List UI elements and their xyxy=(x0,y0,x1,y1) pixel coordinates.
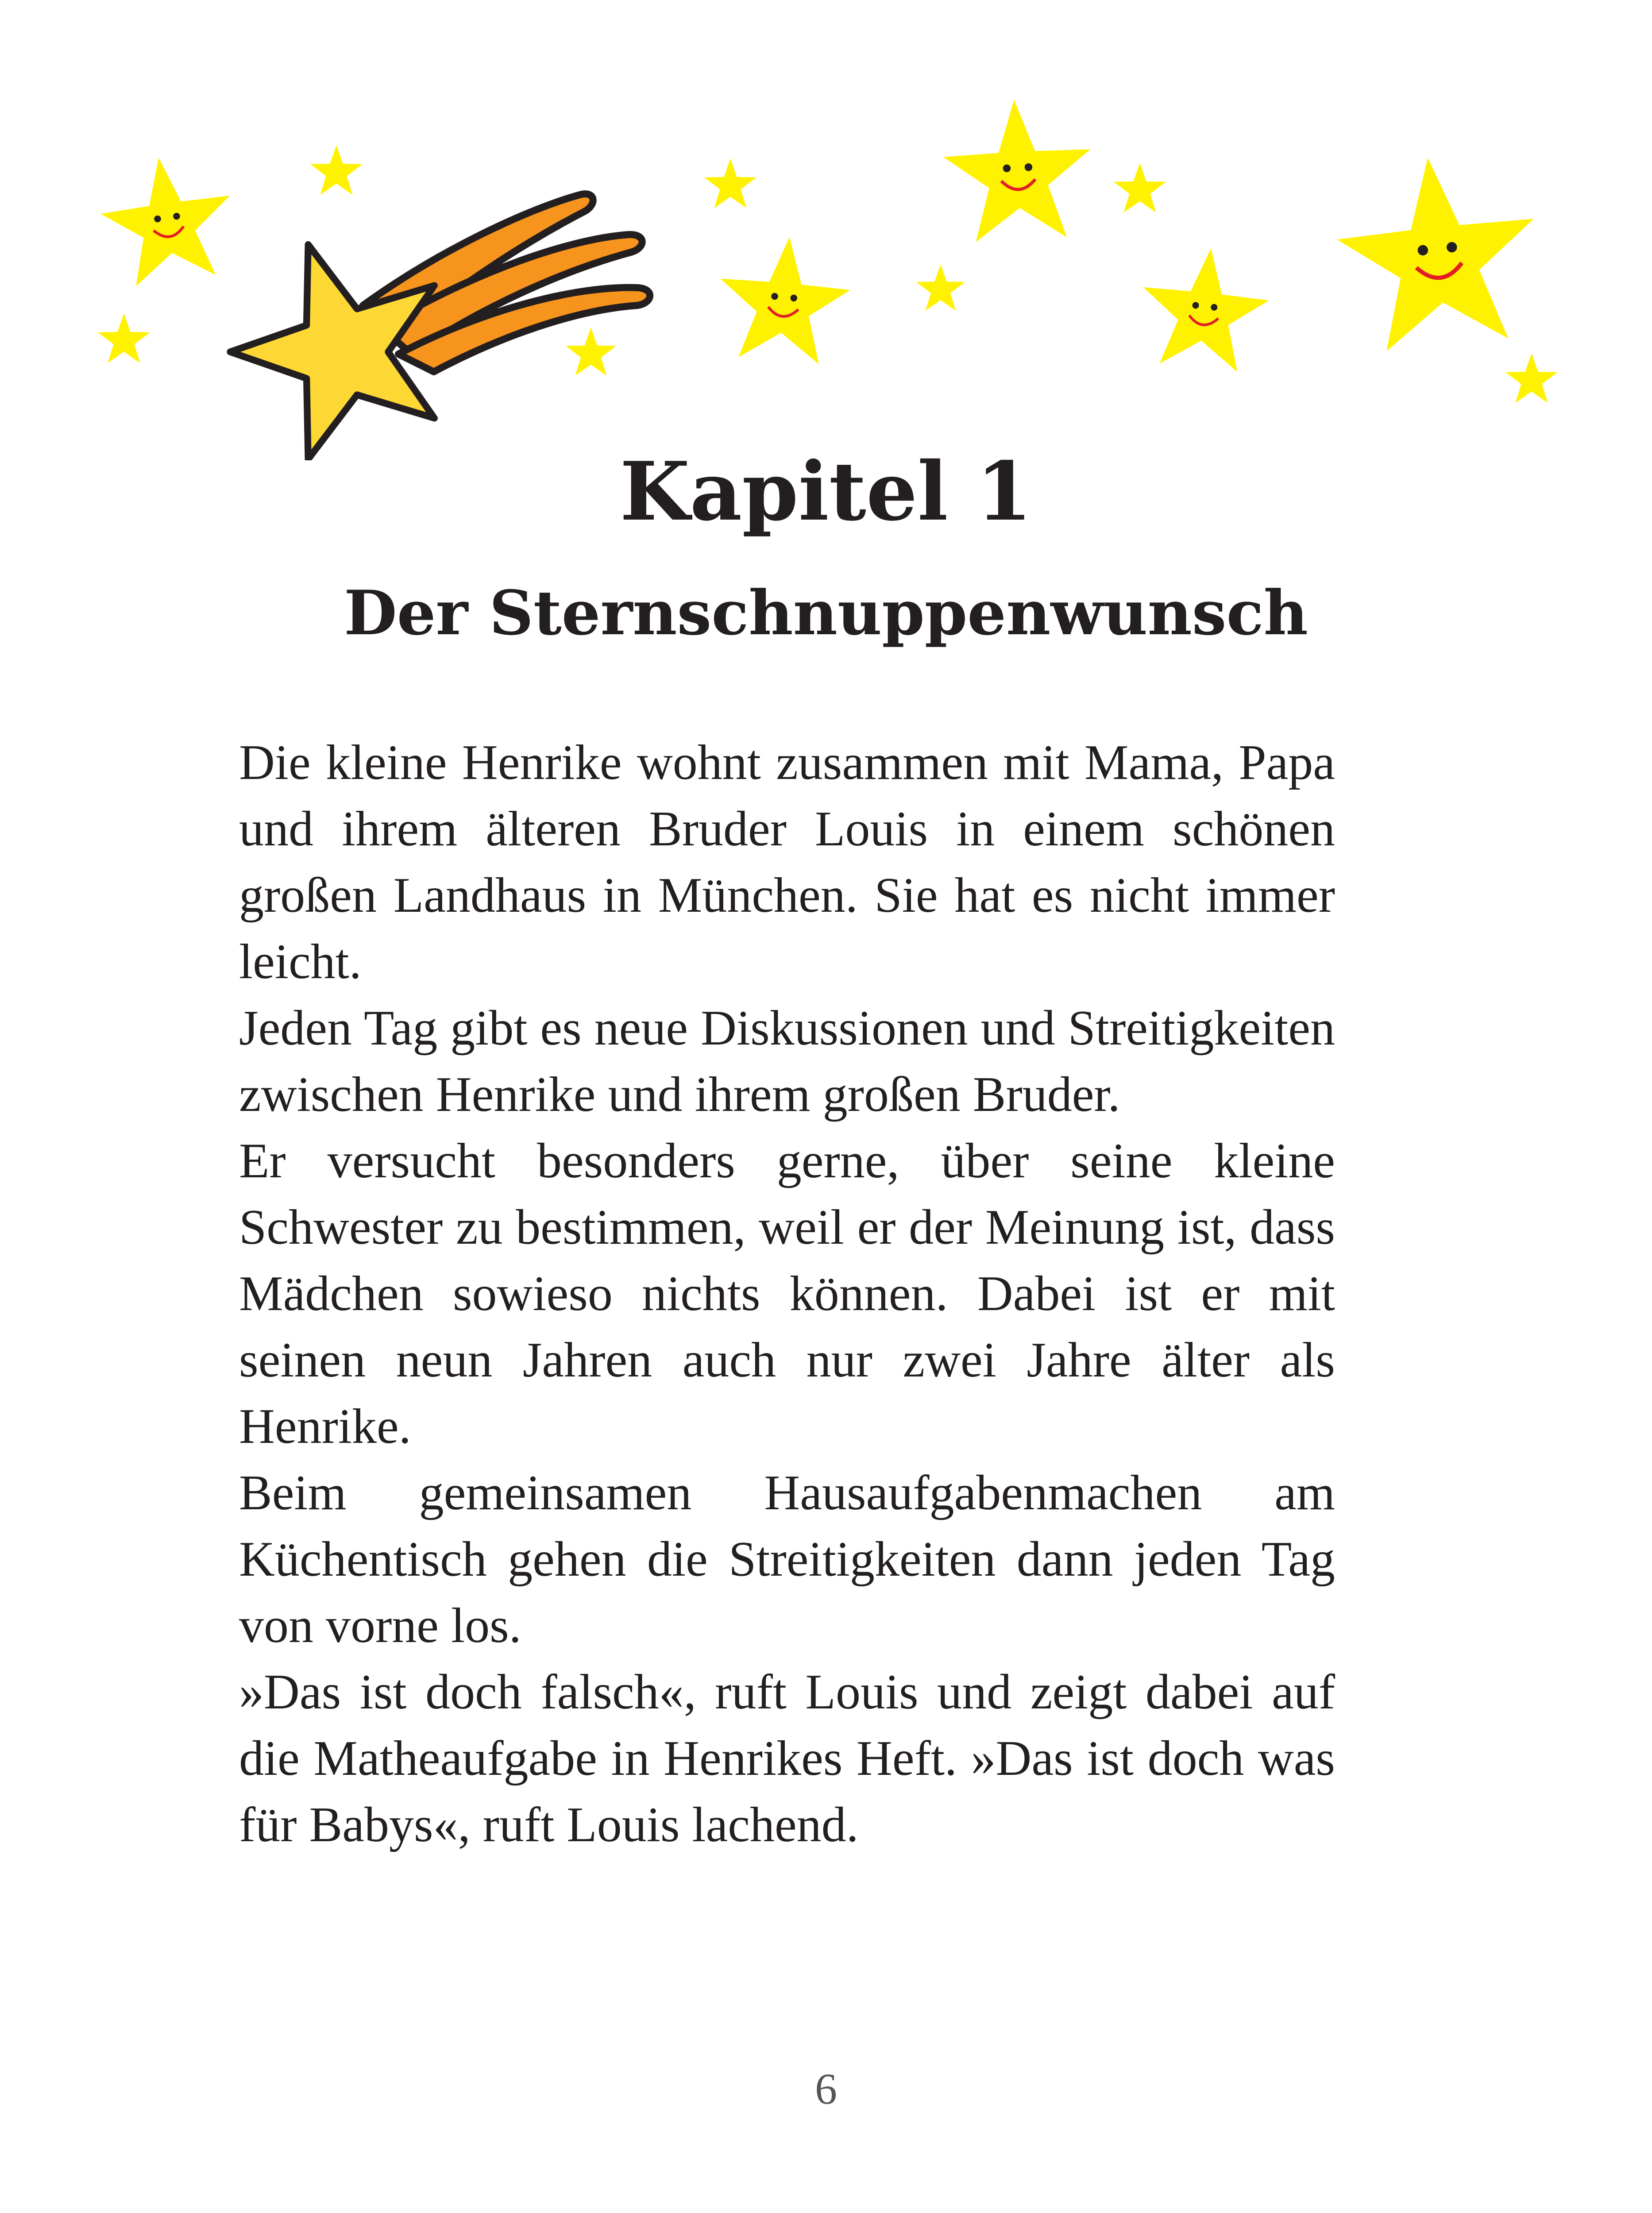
chapter-subtitle: Der Sternschnuppenwunsch xyxy=(344,577,1308,649)
paragraph: »Das ist doch falsch«, ruft Louis und zeigt dabei auf die Matheaufgabe in Henrikes Heft. »Das ist doch was für Babys«, ruft Louis lachend. xyxy=(239,1665,1335,1852)
smiley-star-icon xyxy=(941,96,1095,244)
smiley-star-icon xyxy=(1135,242,1274,374)
paragraph: Er versucht besonders gerne, über seine kleine Schwester zu bestimmen, weil er der Meinung ist, dass Mädchen sowieso nichts können. Dabei ist er mit seinen neun Jahren auch nur zwei Jahre älter als Henrike. xyxy=(239,1133,1335,1454)
paragraph: Die kleine Henrike wohnt zusammen mit Mama, Papa und ihrem älteren Bruder Louis in einem schönen großen Landhaus in München. Sie hat es nicht immer leicht. xyxy=(239,735,1335,989)
smiley-star-icon xyxy=(714,231,854,366)
page-number: 6 xyxy=(815,2064,837,2113)
paragraph: Jeden Tag gibt es neue Diskussionen und Streitigkeiten zwischen Henrike und ihrem großen Bruder. xyxy=(239,1001,1335,1122)
chapter-title: Kapitel 1 xyxy=(620,444,1032,539)
smiley-star-icon xyxy=(1329,147,1546,355)
stars-decoration xyxy=(0,0,1652,460)
paragraph: Beim gemeinsamen Hausaufgabenmachen am Küchentisch gehen die Streitigkeiten dann jeden Tag von vorne los. xyxy=(239,1465,1335,1653)
shooting-star-icon xyxy=(206,194,650,460)
smiley-star-icon xyxy=(94,149,240,290)
story-text xyxy=(239,729,1335,1858)
